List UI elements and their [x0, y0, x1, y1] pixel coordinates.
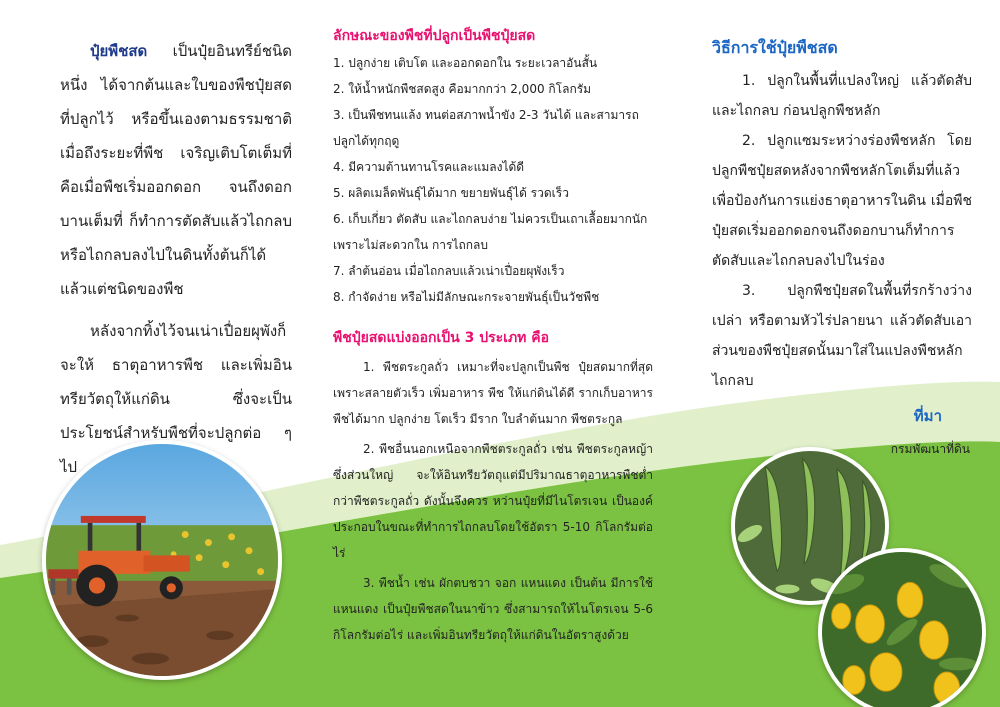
- characteristics-column: [333, 26, 653, 648]
- traits-list: [333, 50, 653, 310]
- list-item: 3. เป็นพืชทนแล้ง ทนต่อสภาพน้ำขัง 2-3 วันได้ และสามารถปลูกได้ทุกฤดู: [333, 108, 639, 148]
- methods-column: [712, 36, 972, 459]
- intro-text: เป็นปุ๋ยอินทรีย์ชนิดหนึ่ง ได้จากต้นและใบของพืชปุ๋ยสดที่ปลูกไว้ หรือขึ้นเองตามธรรมชาติ เมื่อถึงระยะที่พืช เจริญเติบโตเต็มที่ คือเมื่อพืชเริ่มออกดอก จนถึงดอกบานเต็มที่ ก็ทำการตัดสับแล้วไถกลบ หรือไถกลบลงไปในดินทั้งต้นก็ได้ แล้วแต่ชนิดของพืช: [60, 42, 292, 298]
- flowers-photo: [818, 548, 986, 707]
- list-item: 5. ผลิตเมล็ดพันธุ์ได้มาก ขยายพันธุ์ได้ รวดเร็ว: [333, 186, 569, 200]
- intro-column: [60, 34, 292, 484]
- type-aquatic-paragraph: 3. พืชน้ำ เช่น ผักตบชวา จอก แหนแดง เป็นต้น มีการใช้แหนแดง เป็นปุ๋ยพืชสดในนาข้าว ซึ่งสามารถให้ไนโตรเจน 5-6 กิโลกรัมต่อไร่ และเพิ่มอินทรียวัตถุให้แก่ดินในอัตราสูงด้วย: [333, 576, 653, 642]
- list-item: 6. เก็บเกี่ยว ตัดสับ และไถกลบง่าย ไม่ควรเป็นเถาเลื้อยมากนัก เพราะไม่สะดวกใน การไถกลบ: [333, 212, 648, 252]
- type-legume-paragraph: 1. พืชตระกูลถั่ว เหมาะที่จะปลูกเป็นพืช ปุ๋ยสดมากที่สุด เพราะสลายตัวเร็ว เพิ่มอาหาร พืช ให้แก่ดินได้ดี รากเก็บอาหารพืชได้มาก ปลูกง่าย โตเร็ว มีราก ใบลำต้นมาก พืชตระกูล: [333, 360, 653, 426]
- methods-heading: วิธีการใช้ปุ๋ยพืชสด: [712, 38, 838, 57]
- list-item: 2. ให้น้ำหนักพืชสดสูง คือมากกว่า 2,000 กิโลกรัม: [333, 82, 592, 96]
- type-grass-paragraph: 2. พืชอื่นนอกเหนือจากพืชตระกูลถั่ว เช่น พืชตระกูลหญ้า ซึ่งส่วนใหญ่ จะให้อินทรียวัตถุแต่มีปริมาณธาตุอาหารพืชต่ำกว่าพืชตระกูลถั่ว ดังนั้นจึงควร หว่านปุ๋ยที่มีไนโตรเจน เป็นองค์ประกอบในขณะที่ทำการไถกลบโดยใช้อัตรา 5-10 กิโลกรัมต่อไร่: [333, 442, 653, 560]
- intro-paragraph: [60, 34, 292, 306]
- tractor-photo: [42, 440, 282, 680]
- method-paragraph: 3. ปลูกพืชปุ๋ยสดในพื้นที่รกร้างว่างเปล่า หรือตามหัวไร่ปลายนา แล้วตัดสับเอาส่วนของพืชปุ๋ยสดนั้นมาใส่ในแปลงพืชหลักไถกลบ: [712, 283, 972, 389]
- source-label: ที่มา: [913, 407, 942, 425]
- method-paragraph: 2. ปลูกแซมระหว่างร่องพืชหลัก โดยปลูกพืชปุ๋ยสดหลังจากพืชหลักโตเต็มที่แล้ว เพื่อป้องกันการแย่งธาตุอาหารในดิน เมื่อพืชปุ๋ยสดเริ่มออกดอกจนถึงดอกบานก็ทำการตัดสับและไถกลบลงไปในร่อง: [712, 133, 972, 269]
- list-item: 4. มีความต้านทานโรคและแมลงได้ดี: [333, 160, 525, 174]
- list-item: 8. กำจัดง่าย หรือไม่มีลักษณะกระจายพันธุ์เป็นวัชพืช: [333, 290, 600, 304]
- intro-lead-term: ปุ๋ยพืชสด: [90, 42, 148, 60]
- traits-heading: ลักษณะของพืชที่ปลูกเป็นพืชปุ๋ยสด: [333, 28, 536, 44]
- types-heading: พืชปุ๋ยสดแบ่งออกเป็น 3 ประเภท คือ: [333, 330, 550, 346]
- source-text: กรมพัฒนาที่ดิน: [890, 442, 970, 456]
- list-item: 7. ลำต้นอ่อน เมื่อไถกลบแล้วเน่าเปื่อยผุพังเร็ว: [333, 264, 565, 278]
- method-paragraph: 1. ปลูกในพื้นที่แปลงใหญ่ แล้วตัดสับและไถกลบ ก่อนปลูกพืชหลัก: [712, 73, 972, 119]
- decomposition-paragraph: หลังจากทิ้งไว้จนเน่าเปื่อยผุพังก็จะให้ ธาตุอาหารพืช และเพิ่มอินทรียวัตถุให้แก่ดิน ซึ่งจะเป็นประโยชน์สำหรับพืชที่จะปลูกต่อ ๆ ไป: [60, 322, 292, 476]
- list-item: 1. ปลูกง่าย เติบโต และออกดอกใน ระยะเวลาอันสั้น: [333, 56, 598, 70]
